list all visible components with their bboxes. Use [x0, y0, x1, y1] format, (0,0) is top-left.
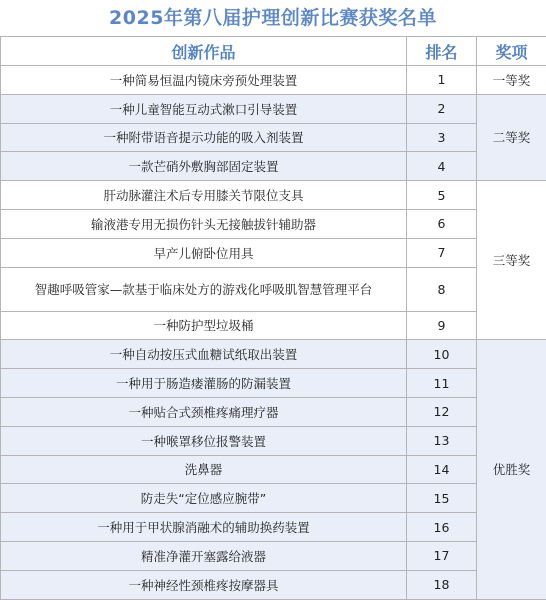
work-name: 一种用于肠造瘘灌肠的防漏装置 [1, 369, 407, 398]
work-name: 一种神经性颈椎疼按摩器具 [1, 570, 407, 599]
work-name: 智趣呼吸管家—款基于临床处方的游戏化呼吸肌智慧管理平台 [1, 267, 407, 311]
rank-value: 2 [407, 94, 477, 123]
table-row [1, 455, 546, 484]
work-name: 一种附带语音提示功能的吸入剂装置 [1, 123, 407, 152]
rank-value: 12 [407, 397, 477, 426]
rank-value: 18 [407, 570, 477, 599]
table-row [1, 238, 546, 267]
header-award: 奖项 [477, 37, 546, 66]
work-name: 早产儿俯卧位用具 [1, 238, 407, 267]
header-work: 创新作品 [1, 37, 407, 66]
table-row [1, 209, 546, 238]
work-name: 一种用于甲状腺消融术的辅助换药装置 [1, 513, 407, 542]
header-rank: 排名 [407, 37, 477, 66]
table-row [1, 94, 546, 123]
table-row [1, 484, 546, 513]
rank-value: 9 [407, 311, 477, 340]
table-row [1, 123, 546, 152]
rank-value: 1 [407, 66, 477, 95]
table-row [1, 152, 546, 181]
work-name: 输液港专用无损伤针头无接触拔针辅助器 [1, 209, 407, 238]
rank-value: 13 [407, 426, 477, 455]
award-table [0, 36, 546, 600]
table-row [1, 426, 546, 455]
table-row [1, 311, 546, 340]
rank-value: 17 [407, 541, 477, 570]
rank-value: 3 [407, 123, 477, 152]
table-row [1, 340, 546, 369]
table-row [1, 66, 546, 95]
award-first: 一等奖 [477, 66, 546, 95]
table-row [1, 181, 546, 210]
work-name: 一种贴合式颈椎疼痛理疗器 [1, 397, 407, 426]
work-name: 精准净灌开塞露给液器 [1, 541, 407, 570]
award-third: 三等奖 [477, 181, 546, 340]
table-row [1, 513, 546, 542]
award-second: 二等奖 [477, 94, 546, 180]
work-name: 一款芒硝外敷胸部固定装置 [1, 152, 407, 181]
work-name: 洗鼻器 [1, 455, 407, 484]
rank-value: 15 [407, 484, 477, 513]
page-title: 2025年第八届护理创新比赛获奖名单 [0, 0, 546, 36]
rank-value: 4 [407, 152, 477, 181]
table-row [1, 541, 546, 570]
rank-value: 14 [407, 455, 477, 484]
work-name: 肝动脉灌注术后专用膝关节限位支具 [1, 181, 407, 210]
table-row [1, 570, 546, 599]
table-row [1, 267, 546, 311]
rank-value: 6 [407, 209, 477, 238]
table-row [1, 369, 546, 398]
work-name: 一种自动按压式血糖试纸取出装置 [1, 340, 407, 369]
rank-value: 8 [407, 267, 477, 311]
work-name: 一种儿童智能互动式漱口引导装置 [1, 94, 407, 123]
award-merit: 优胜奖 [477, 340, 546, 599]
work-name: 防走失“定位感应腕带” [1, 484, 407, 513]
work-name: 一种防护型垃圾桶 [1, 311, 407, 340]
work-name: 一种喉罩移位报警装置 [1, 426, 407, 455]
work-name: 一种简易恒温内镜床旁预处理装置 [1, 66, 407, 95]
rank-value: 16 [407, 513, 477, 542]
rank-value: 11 [407, 369, 477, 398]
table-row [1, 397, 546, 426]
rank-value: 10 [407, 340, 477, 369]
rank-value: 5 [407, 181, 477, 210]
rank-value: 7 [407, 238, 477, 267]
table-header-row [1, 37, 546, 66]
